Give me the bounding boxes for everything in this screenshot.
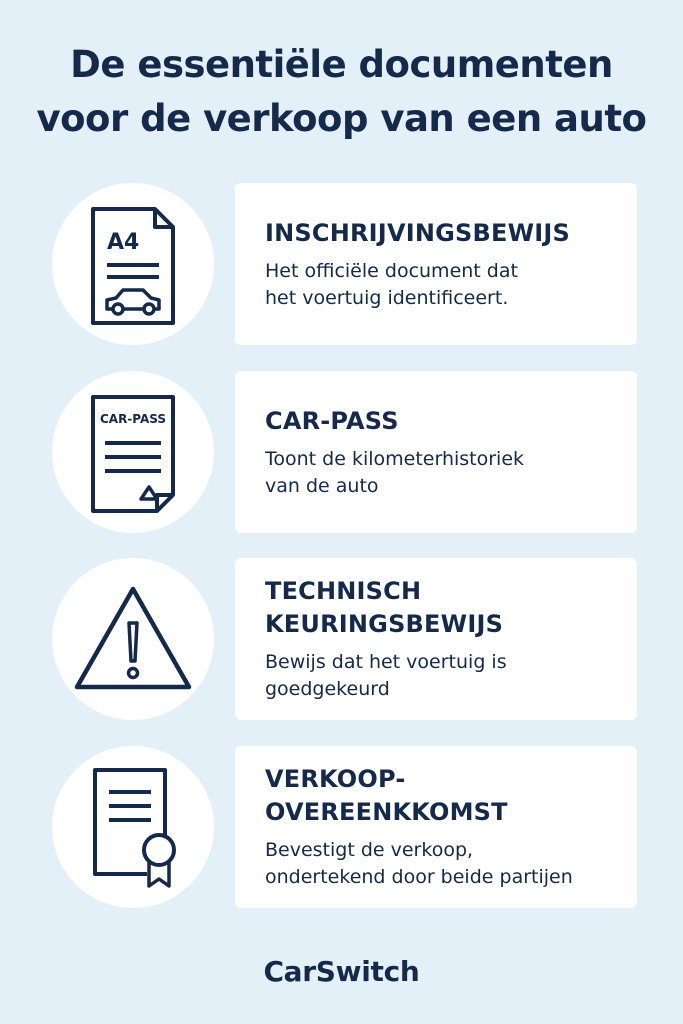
document-description	[265, 649, 637, 703]
document-title	[265, 405, 637, 438]
description-line: ondertekend door beide partijen	[265, 866, 573, 888]
car-pass-label: CAR-PASS	[99, 412, 167, 426]
document-title	[265, 575, 637, 641]
document-card	[235, 371, 637, 533]
document-card	[235, 746, 637, 908]
document-description	[265, 258, 637, 312]
title-line-1: De essentiële documenten	[70, 43, 613, 86]
document-description	[265, 837, 637, 891]
description-line: Bewijs dat het voertuig is	[265, 651, 507, 673]
description-line: Bevestigt de verkoop,	[265, 839, 474, 861]
page-title	[0, 38, 683, 146]
icon-circle	[52, 746, 214, 908]
description-line: van de auto	[265, 474, 379, 497]
document-title-line: OVEREENKKOMST	[265, 798, 508, 826]
document-card	[235, 558, 637, 720]
certificate-document-icon	[83, 762, 183, 892]
warning-triangle-icon	[71, 583, 195, 695]
document-title-line: KEURINGSBEWIJS	[265, 610, 504, 638]
brand-logo-text: CarSwitch	[263, 955, 420, 988]
document-title	[265, 763, 637, 829]
car-pass-document-icon	[83, 387, 183, 517]
document-card	[235, 183, 637, 345]
document-description	[265, 446, 637, 500]
document-title-line: CAR-PASS	[265, 406, 399, 435]
icon-circle	[52, 371, 214, 533]
description-line: het voertuig identificeert.	[265, 286, 509, 309]
description-line: goedgekeurd	[265, 678, 390, 700]
icon-circle	[52, 558, 214, 720]
document-title-line: VERKOOP-	[265, 765, 406, 793]
icon-circle	[52, 183, 214, 345]
document-title	[265, 217, 637, 250]
document-title-line: INSCHRIJVINGSBEWIJS	[265, 218, 571, 247]
description-line: Het officiële document dat	[265, 259, 518, 282]
a4-label: A4	[107, 230, 140, 255]
description-line: Toont de kilometerhistoriek	[265, 447, 525, 470]
a4-document-car-icon	[83, 199, 183, 329]
title-line-2: voor de verkoop van een auto	[36, 97, 647, 140]
document-title-line: TECHNISCH	[265, 577, 422, 605]
